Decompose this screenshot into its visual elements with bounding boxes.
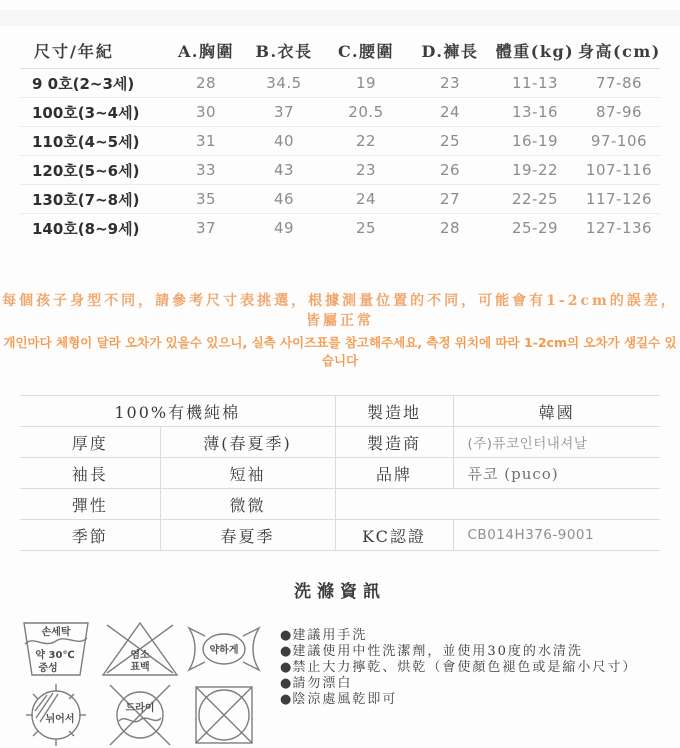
bullet-icon: ● xyxy=(280,644,292,659)
svg-text:드라이: 드라이 xyxy=(125,703,155,714)
header-length: B.衣長 xyxy=(244,34,324,69)
header-waist: C.腰圍 xyxy=(324,34,408,69)
cell-weight: 16-19 xyxy=(492,127,578,156)
info-row-sleeve xyxy=(20,458,660,489)
header-chest: A.胸圍 xyxy=(168,34,244,69)
cell-weight: 13-16 xyxy=(492,98,578,127)
manufacturer-label: 製造商 xyxy=(335,427,453,458)
season-label: 季節 xyxy=(20,520,160,551)
wash-instruction: ●禁止大力擰乾、烘乾（會使顏色褪色或是縮小尺寸） xyxy=(280,660,638,675)
cell-length: 49 xyxy=(273,219,295,237)
elasticity-label: 彈性 xyxy=(20,489,160,520)
wash-instruction: ●請勿漂白 xyxy=(280,676,353,691)
size-label: 130호(7~8세) xyxy=(20,185,168,214)
wash-info-section xyxy=(14,620,670,748)
notice-line-chinese: 每個孩子身型不同，請參考尺寸表挑選，根據測量位置的不同，可能會有1-2cm的誤差，皆屬正常 xyxy=(2,293,678,329)
cell-height: 107-116 xyxy=(578,156,660,185)
made-in-value: 韓國 xyxy=(453,396,660,427)
wring-gently-icon xyxy=(185,624,263,674)
info-row-season xyxy=(20,520,660,551)
season-value: 春夏季 xyxy=(160,520,335,551)
no-dry-clean-icon xyxy=(102,682,178,748)
size-row-120 xyxy=(20,156,660,185)
cell-weight: 19-22 xyxy=(492,156,578,185)
dry-flat-icon xyxy=(20,682,92,748)
cell-pants: 28 xyxy=(439,219,461,237)
brand-label: 品牌 xyxy=(335,458,453,489)
bullet-icon: ● xyxy=(280,676,292,691)
header-weight: 體重(kg) xyxy=(492,34,578,69)
manufacturer-value: (주)퓨코인터내셔날 xyxy=(453,427,660,458)
sleeve-value: 短袖 xyxy=(160,458,335,489)
bullet-icon: ● xyxy=(280,660,292,675)
size-row-100 xyxy=(20,98,660,127)
cell-waist: 23 xyxy=(324,156,408,185)
header-pants-length: D.褲長 xyxy=(408,34,492,69)
kc-cert-value: CB014H376-9001 xyxy=(453,520,660,551)
cell-waist: 24 xyxy=(324,185,408,214)
header-size-age: 尺寸/年紀 xyxy=(20,34,168,69)
laundry-icon-grid xyxy=(14,620,266,748)
empty-cell xyxy=(335,489,660,520)
top-divider-band xyxy=(0,10,680,26)
kc-cert-label: KC認證 xyxy=(335,520,453,551)
bullet-icon: ● xyxy=(280,628,292,643)
info-row-material xyxy=(20,396,660,427)
cell-chest: 37 xyxy=(195,219,217,237)
cell-length: 34.5 xyxy=(244,69,324,98)
cell-chest: 28 xyxy=(168,69,244,98)
svg-text:표백: 표백 xyxy=(130,662,150,673)
wash-instruction-list xyxy=(280,620,670,748)
cell-chest: 33 xyxy=(168,156,244,185)
cell-pants: 25 xyxy=(408,127,492,156)
cell-waist: 20.5 xyxy=(324,98,408,127)
cell-waist: 19 xyxy=(324,69,408,98)
svg-text:약하게: 약하게 xyxy=(209,645,239,656)
size-chart-header-row xyxy=(20,34,660,69)
svg-text:손세탁: 손세탁 xyxy=(41,627,71,638)
wash-info-title: 洗滌資訊 xyxy=(294,582,386,602)
cell-height: 97-106 xyxy=(578,127,660,156)
svg-text:중성: 중성 xyxy=(38,663,58,674)
cell-chest: 31 xyxy=(168,127,244,156)
made-in-label: 製造地 xyxy=(335,396,453,427)
cell-length: 40 xyxy=(244,127,324,156)
cell-weight: 25-29 xyxy=(511,219,559,237)
cell-waist: 25 xyxy=(355,219,377,237)
size-chart-table xyxy=(20,34,660,242)
cell-waist: 22 xyxy=(324,127,408,156)
cell-height: 87-96 xyxy=(578,98,660,127)
cell-length: 43 xyxy=(244,156,324,185)
size-row-90 xyxy=(20,69,660,98)
material-value: 100%有機純棉 xyxy=(114,402,241,422)
size-row-130 xyxy=(20,185,660,214)
svg-text:약 30℃: 약 30℃ xyxy=(35,650,75,661)
info-row-elasticity xyxy=(20,489,660,520)
bullet-icon: ● xyxy=(280,692,292,707)
cell-chest: 35 xyxy=(168,185,244,214)
wash-instruction: ●陰涼處風乾即可 xyxy=(280,692,398,707)
cell-chest: 30 xyxy=(168,98,244,127)
cell-length: 37 xyxy=(244,98,324,127)
cell-weight: 11-13 xyxy=(492,69,578,98)
no-tumble-dry-icon xyxy=(192,683,256,747)
svg-text:뉘어서: 뉘어서 xyxy=(45,714,75,725)
info-row-thickness xyxy=(20,427,660,458)
cell-height: 127-136 xyxy=(585,219,653,237)
product-info-table xyxy=(20,395,660,551)
size-row-110 xyxy=(20,127,660,156)
notice-line-korean: 개인마다 체형이 달라 오차가 있을수 있으니, 실측 사이즈표를 참고해주세요, 측정 위치에 따라 1-2cm의 오차가 생길수 있습니다 xyxy=(3,335,677,368)
wash-instruction: ●建議使用中性洗潔劑，並使用30度的水清洗 xyxy=(280,644,583,659)
cell-weight: 22-25 xyxy=(492,185,578,214)
cell-pants: 24 xyxy=(408,98,492,127)
size-row-140 xyxy=(20,214,660,243)
size-label: 110호(4~5세) xyxy=(20,127,168,156)
size-label: 9 0호(2~3세) xyxy=(20,69,168,98)
cell-height: 117-126 xyxy=(578,185,660,214)
thickness-label: 厚度 xyxy=(20,427,160,458)
wash-instruction: ●建議用手洗 xyxy=(280,628,368,643)
cell-pants: 27 xyxy=(408,185,492,214)
cell-pants: 26 xyxy=(408,156,492,185)
cell-pants: 23 xyxy=(408,69,492,98)
sleeve-label: 袖長 xyxy=(20,458,160,489)
elasticity-value: 微微 xyxy=(160,489,335,520)
cell-height: 77-86 xyxy=(578,69,660,98)
svg-text:염소: 염소 xyxy=(130,650,150,661)
size-label: 120호(5~6세) xyxy=(20,156,168,185)
size-label: 140호(8~9세) xyxy=(32,219,140,238)
thickness-value: 薄(春夏季) xyxy=(160,427,335,458)
hand-wash-icon xyxy=(18,620,94,678)
no-bleach-icon xyxy=(99,620,181,678)
size-label: 100호(3~4세) xyxy=(20,98,168,127)
header-height: 身高(cm) xyxy=(578,34,660,69)
cell-length: 46 xyxy=(244,185,324,214)
brand-value: 퓨코 (puco) xyxy=(453,458,660,489)
size-notice xyxy=(0,290,680,369)
